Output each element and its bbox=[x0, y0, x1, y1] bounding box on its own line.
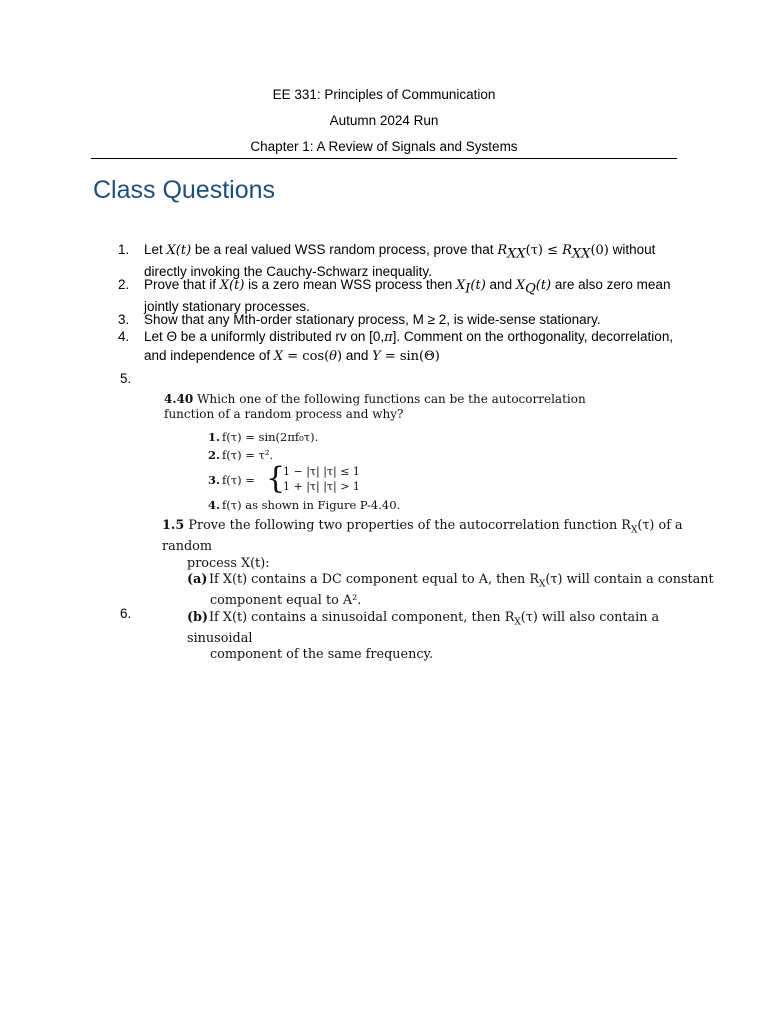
option-1: 1. f(τ) = sin(2πf₀τ). bbox=[208, 430, 319, 444]
option-3: 3. f(τ) = bbox=[208, 473, 255, 487]
question-2 bbox=[118, 276, 678, 316]
question-3 bbox=[118, 311, 678, 329]
option-2: 2. f(τ) = τ². bbox=[208, 448, 274, 462]
question-text: Prove that if X(t) is a zero mean WSS process then $X_I(t)$ and $X_Q(t)$ are also zero mean jointly stationary processes. bbox=[144, 277, 671, 315]
piecewise-cases: 1 − |τ| |τ| ≤ 1 1 + |τ| |τ| > 1 bbox=[283, 465, 360, 493]
question-text: Let X(t) be a real valued WSS random process, prove that $R_{XX}(\tau) \le R_{XX}(0)$ without directly invoking the Cauchy-Schwarz inequality. bbox=[144, 242, 656, 280]
problem-text: Which one of the following functions can be the autocorrelation function of a random process and why? bbox=[164, 392, 586, 421]
question-4 bbox=[118, 328, 678, 365]
question-number: 1. bbox=[118, 242, 130, 257]
question-text: Let Θ be a uniformly distributed rv on [0,π]. Comment on the orthogonality, decorrelation, and independence of X = cos(θ) and Y = sin(Θ) bbox=[144, 329, 674, 364]
piecewise-brace: { bbox=[266, 461, 286, 496]
problem-number: 1.5 bbox=[162, 518, 185, 533]
question-number: 2. bbox=[118, 277, 130, 292]
document-header bbox=[91, 86, 677, 164]
chapter-title: Chapter 1: A Review of Signals and Systems bbox=[250, 139, 518, 154]
textbook-excerpt bbox=[146, 384, 722, 663]
question-6-number: 6. bbox=[120, 606, 132, 621]
question-5-number: 5. bbox=[120, 371, 132, 386]
question-number: 4. bbox=[118, 329, 130, 344]
question-text: Show that any Mth-order stationary process, M ≥ 2, is wide-sense stationary. bbox=[144, 312, 601, 327]
term-label: Autumn 2024 Run bbox=[329, 113, 439, 128]
problem-4-40 bbox=[164, 392, 634, 421]
course-title: EE 331: Principles of Communication bbox=[272, 87, 496, 102]
question-1 bbox=[118, 241, 678, 281]
question-number: 3. bbox=[118, 312, 130, 327]
page-title: Class Questions bbox=[93, 176, 276, 204]
option-4: 4. f(τ) as shown in Figure P-4.40. bbox=[208, 498, 401, 512]
problem-1-5: 1.5 Prove the following two properties of the autocorrelation function $R_X(\tau)$ of a random process X(t): (a) If X(t) contains a DC component equal to A, then $R_X(\tau)$ will contain a constant component equal to A². (b)If X(t) contains a sinusoidal component, then $R_X(\tau)$ will also contain a sinusoidal component of the same frequency. bbox=[162, 518, 714, 663]
problem-number: 4.40 bbox=[164, 392, 194, 406]
header-divider bbox=[91, 158, 677, 159]
